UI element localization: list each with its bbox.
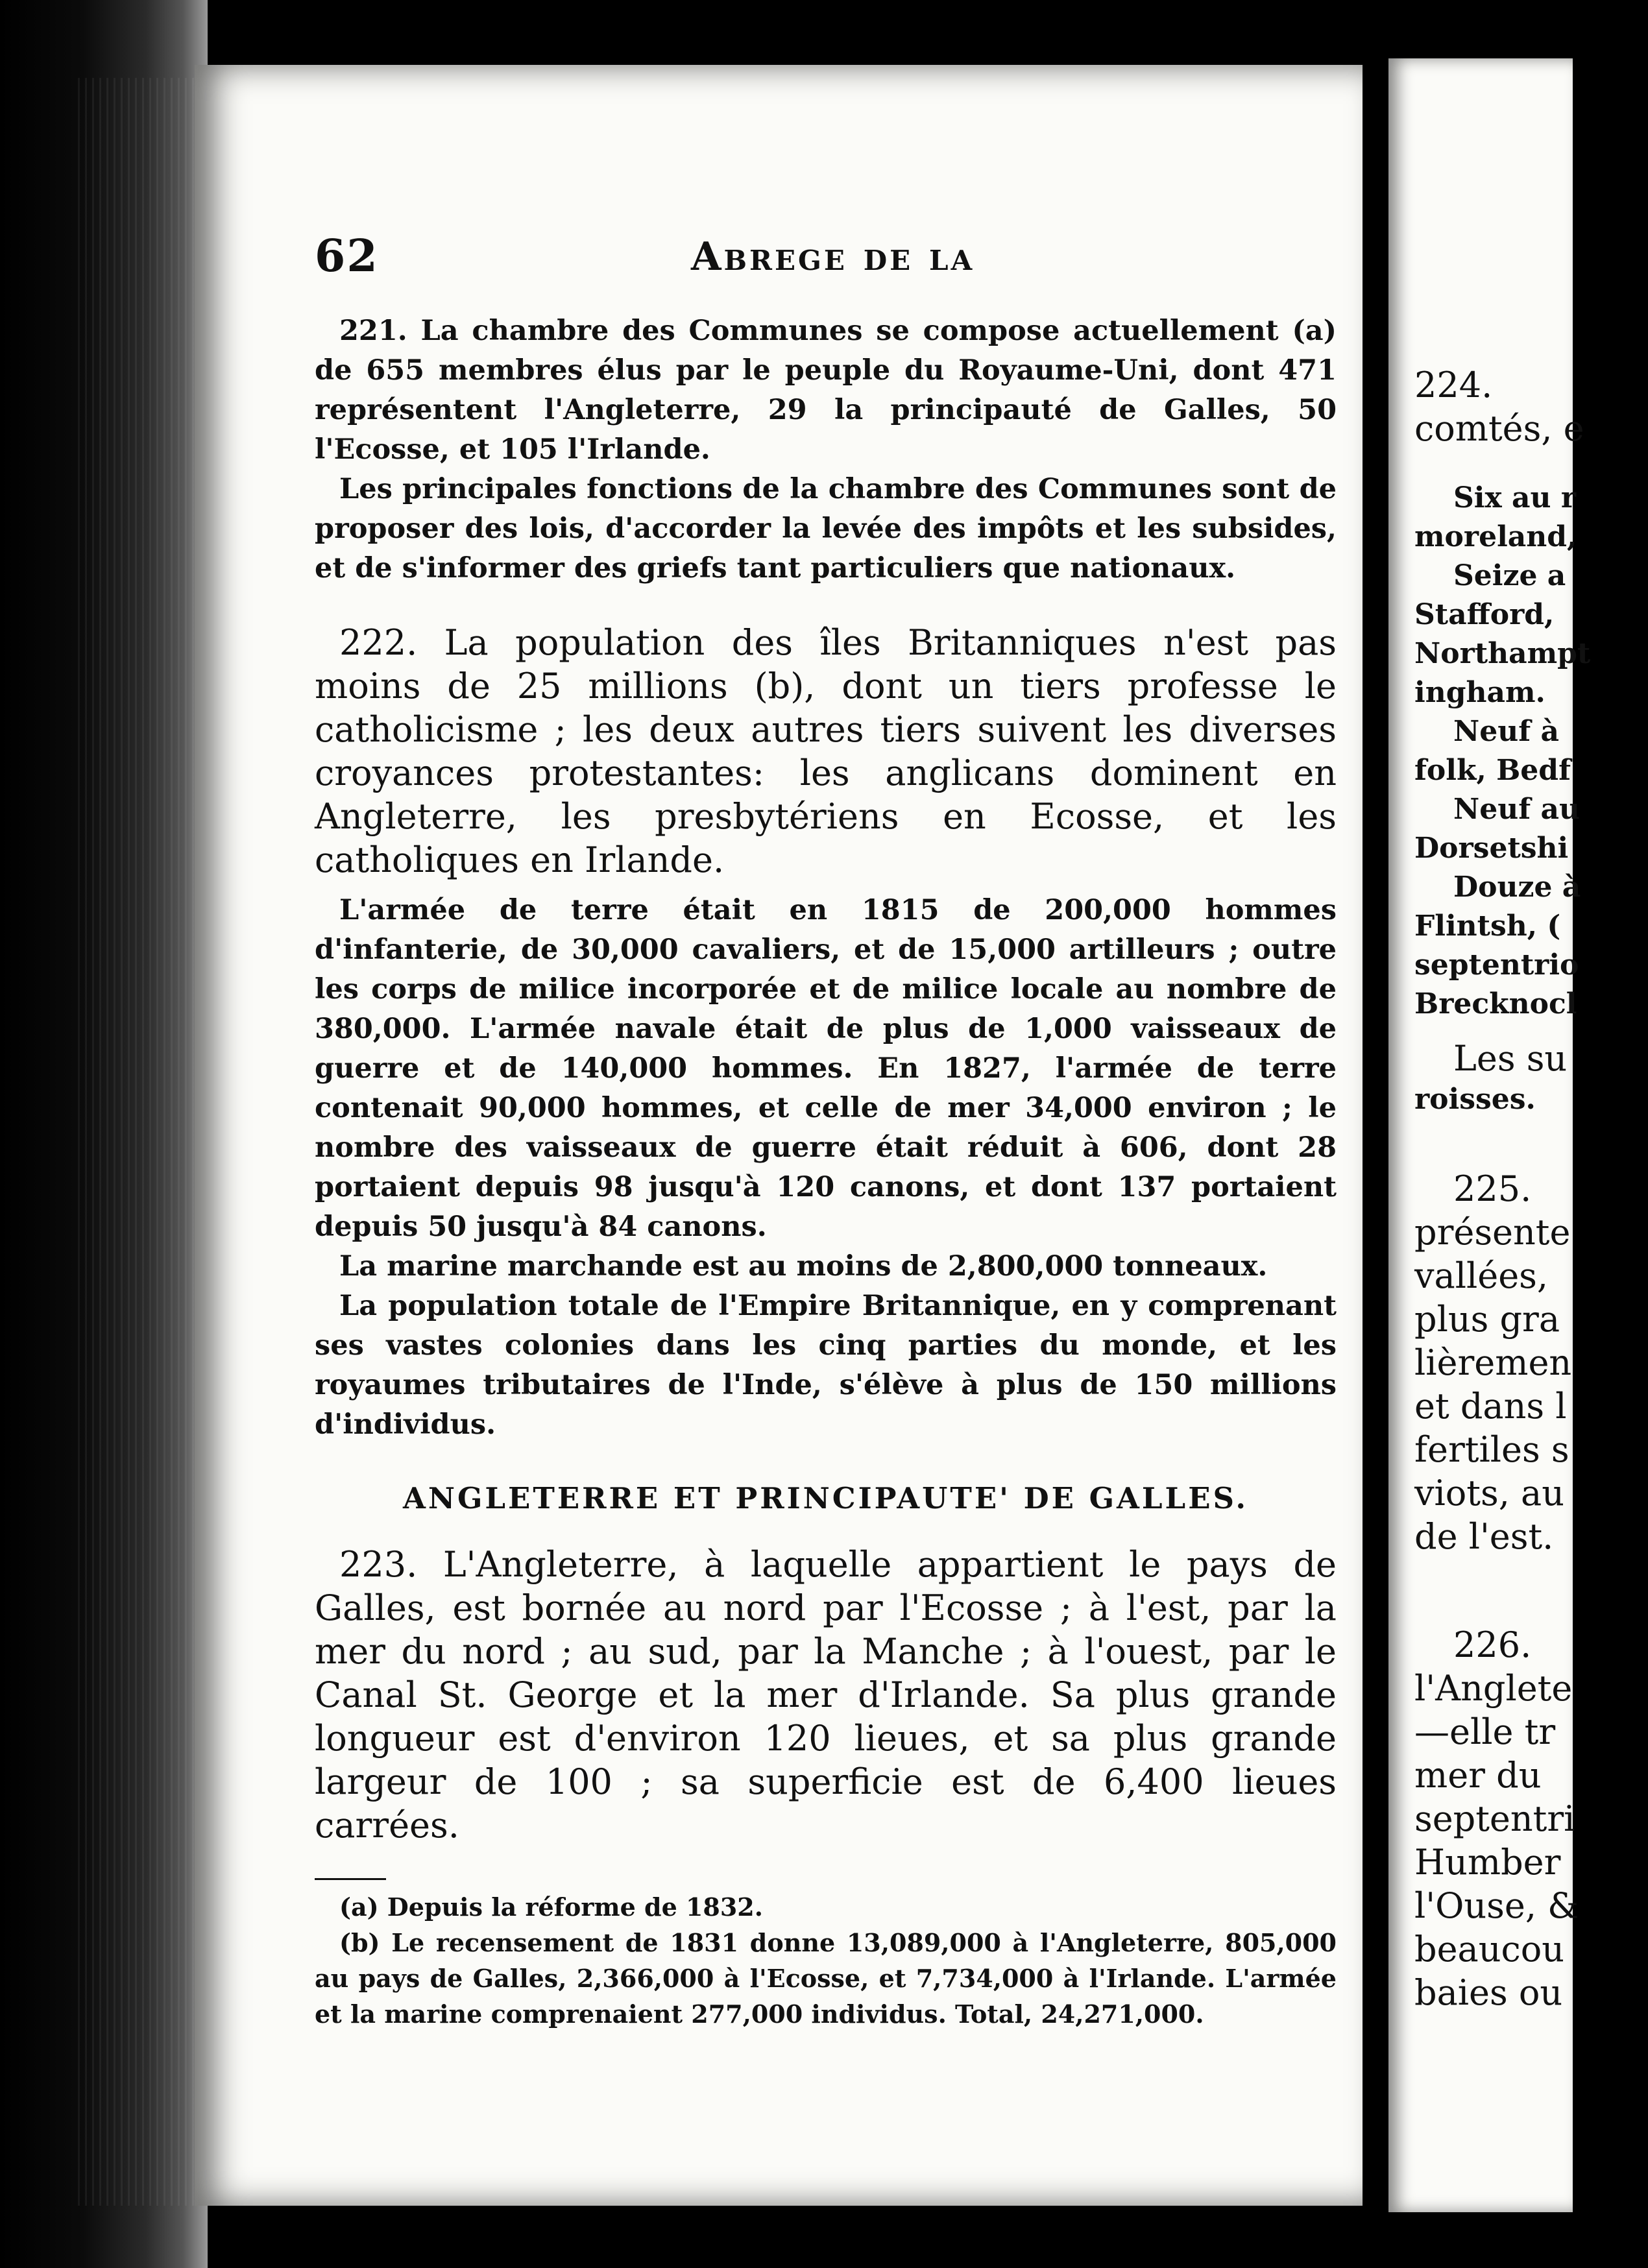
right-line: Brecknocl xyxy=(1414,987,1577,1020)
right-line: viots, au xyxy=(1414,1473,1565,1514)
running-head: Abrege de la xyxy=(691,234,975,280)
right-line: vallées, xyxy=(1414,1255,1549,1296)
right-line: septentri xyxy=(1414,1798,1575,1839)
right-line: Dorsetshi xyxy=(1414,832,1569,865)
right-line: moreland, xyxy=(1414,520,1577,553)
right-line: baies ou xyxy=(1414,1972,1563,2013)
paragraph-222-army: L'armée de terre était en 1815 de 200,000 hommes d'infanterie, de 30,000 cavaliers, et de 15,000 artilleurs ; outre les corps de milice incorporée et de milice locale au nombre de 380,000. L'armée navale était de plus de 1,000 vaisseaux de guerre et de 140,000 hommes. En 1827, l'armée de terre contenait 90,000 hommes, et celle de mer 34,000 environ ; le nombre des vaisseaux de guerre était réduit à 606, dont 28 portaient depuis 98 jusqu'à 120 canons, et dont 137 portaient depuis 50 jusqu'à 84 canons. xyxy=(315,894,1337,1243)
right-line: Les su xyxy=(1453,1038,1568,1079)
right-line: 225. xyxy=(1453,1168,1532,1209)
page-edge-stack xyxy=(78,78,208,2206)
right-line: beaucou xyxy=(1414,1929,1565,1970)
page-header xyxy=(315,230,1337,282)
right-line: lièremen xyxy=(1414,1342,1572,1383)
right-line: Six au r xyxy=(1453,481,1577,514)
right-line: et dans l xyxy=(1414,1386,1567,1427)
right-line: Seize a xyxy=(1453,559,1566,592)
right-line: présente xyxy=(1414,1212,1571,1253)
right-line: 226. xyxy=(1453,1624,1532,1665)
right-line: mer du xyxy=(1414,1755,1542,1796)
paragraph-221-functions: Les principales fonctions de la chambre des Communes sont de proposer des lois, d'accorder la levée des impôts et les subsides, et de s'informer des griefs tant particuliers que nationaux. xyxy=(315,473,1337,585)
right-line: Neuf au xyxy=(1453,793,1580,826)
paragraph-222: 222. La population des îles Britanniques n'est pas moins de 25 millions (b), dont un tiers professe le catholicisme ; les deux autres tiers suivent les diverses croyances protestantes: les anglicans dominent en Angleterre, les presbytériens en Ecosse, et les catholiques en Irlande. xyxy=(315,622,1337,880)
footnote-a: (a) Depuis la réforme de 1832. xyxy=(339,1892,763,1922)
right-line: Stafford, xyxy=(1414,598,1555,631)
right-line: Douze à xyxy=(1453,871,1581,904)
right-line: l'Ouse, & xyxy=(1414,1885,1579,1926)
right-line: fertiles s xyxy=(1414,1429,1569,1470)
right-line: roisses. xyxy=(1414,1083,1536,1116)
page-number: 62 xyxy=(315,230,379,282)
right-line: 224. xyxy=(1414,365,1493,405)
paragraph-221: 221. La chambre des Communes se compose actuellement (a) de 655 membres élus par le peuple du Royaume-Uni, dont 471 représentent l'Angleterre, 29 la principauté de Galles, 50 l'Ecosse, et 105 l'Irlande. xyxy=(315,315,1337,466)
footnote-rule xyxy=(315,1878,386,1880)
paragraph-222-empire: La population totale de l'Empire Britannique, en y comprenant ses vastes colonies dans les cinq parties du monde, et les royaumes tributaires de l'Inde, s'élève à plus de 150 millions d'individus. xyxy=(315,1290,1337,1441)
right-line: Humber xyxy=(1414,1842,1561,1883)
section-heading: ANGLETERRE ET PRINCIPAUTE' DE GALLES. xyxy=(402,1481,1249,1515)
right-line: folk, Bedf xyxy=(1414,754,1571,787)
right-line: comtés, e xyxy=(1414,408,1584,449)
right-line: septentrio xyxy=(1414,948,1579,982)
right-line: Flintsh, ( xyxy=(1414,910,1561,943)
right-line: Neuf à xyxy=(1453,715,1559,748)
paragraph-222-marine: La marine marchande est au moins de 2,800,000 tonneaux. xyxy=(339,1250,1268,1283)
right-line: ingham. xyxy=(1414,676,1545,709)
page-body xyxy=(315,311,1337,2032)
right-line: plus gra xyxy=(1414,1299,1560,1340)
right-line: de l'est. xyxy=(1414,1516,1554,1557)
left-page xyxy=(195,65,1363,2206)
paragraph-223: 223. L'Angleterre, à laquelle appartient le pays de Galles, est bornée au nord par l'Ecosse ; à l'est, par la mer du nord ; au sud, par la Manche ; à l'ouest, par le Canal St. George et la mer d'Irlande. Sa plus grande longueur est d'environ 120 lieues, et sa plus grande largeur de 100 ; sa superficie est de 6,400 lieues carrées. xyxy=(315,1544,1337,1846)
right-page-fragment xyxy=(1388,58,1591,2212)
footnote-b: (b) Le recensement de 1831 donne 13,089,000 à l'Angleterre, 805,000 au pays de Galles, 2,366,000 à l'Ecosse, et 7,734,000 à l'Irlande. L'armée et la marine comprenaient 277,000 individus. Total, 24,271,000. xyxy=(315,1928,1337,2029)
right-line: Northampt xyxy=(1414,637,1591,670)
right-page-lines xyxy=(1414,162,1648,2014)
right-line: —elle tr xyxy=(1414,1711,1556,1752)
right-line: l'Anglete xyxy=(1414,1668,1573,1709)
